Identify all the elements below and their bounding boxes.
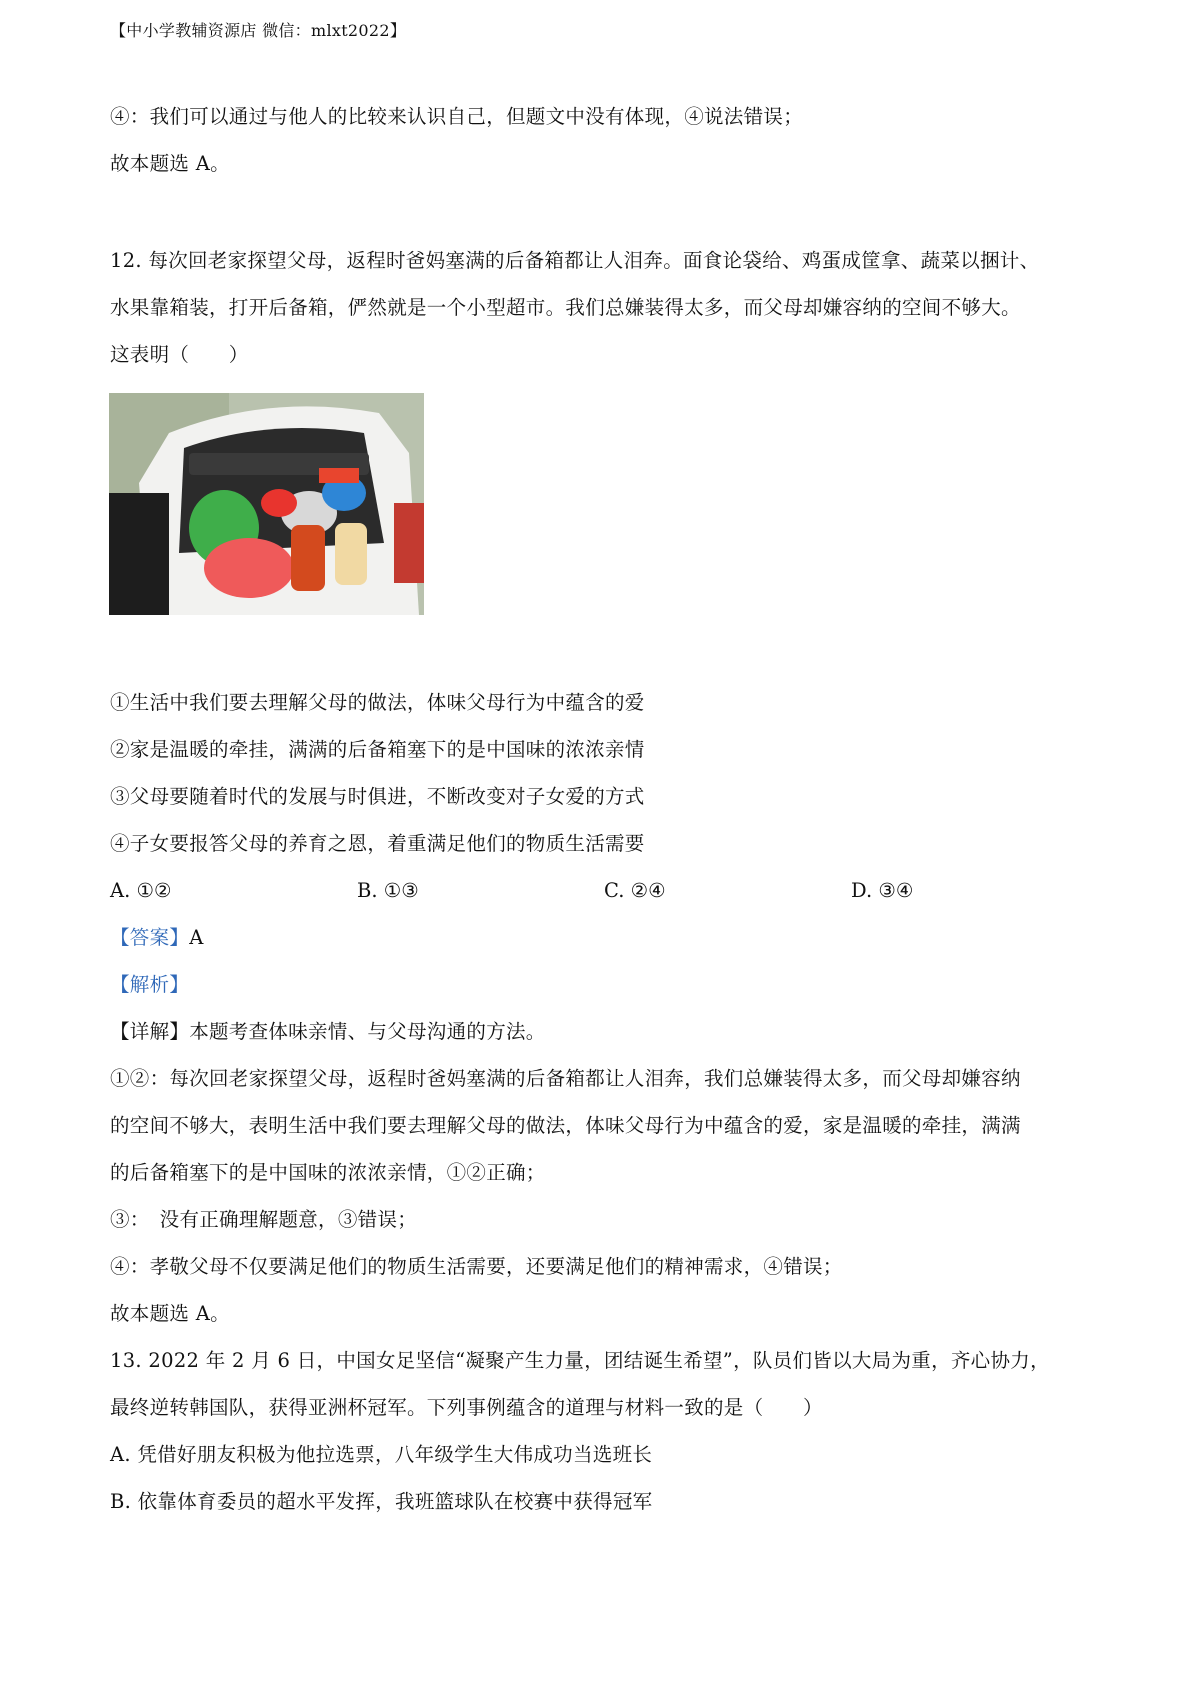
q12-answer-line xyxy=(110,925,204,951)
q13-stem-line: 13. 2022 年 2 月 6 日，中国女足坚信“凝聚产生力量，团结诞生希望”，队员们皆以大局为重，齐心协力， xyxy=(110,1349,1050,1372)
q12-stem-line: 水果靠箱装，打开后备箱，俨然就是一个小型超市。我们总嫌装得太多，而父母却嫌容纳的空间不够大。 xyxy=(110,296,1021,319)
detail-intro-line xyxy=(110,1019,546,1045)
car-trunk-illustration xyxy=(109,393,424,615)
detail-line: ④：孝敬父母不仅要满足他们的物质生活需要，还要满足他们的精神需求，④错误； xyxy=(110,1255,843,1278)
q12-statement: ②家是温暖的牵挂，满满的后备箱塞下的是中国味的浓浓亲情 xyxy=(110,738,645,761)
q12-statement: ③父母要随着时代的发展与时俱进，不断改变对子女爱的方式 xyxy=(110,785,645,808)
q12-option-b: B. ①③ xyxy=(357,879,419,902)
detail-line: ①②：每次回老家探望父母，返程时爸妈塞满的后备箱都让人泪奔，我们总嫌装得太多，而父母却嫌容纳 xyxy=(110,1067,1021,1090)
q12-option-a: A. ①② xyxy=(110,879,172,902)
q12-stem-line: 12. 每次回老家探望父母，返程时爸妈塞满的后备箱都让人泪奔。面食论袋给、鸡蛋成筐拿、蔬菜以捆计、 xyxy=(110,249,1040,272)
q12-statement: ④子女要报答父母的养育之恩，着重满足他们的物质生活需要 xyxy=(110,832,645,855)
q12-statement: ①生活中我们要去理解父母的做法，体味父母行为中蕴含的爱 xyxy=(110,691,645,714)
q13-option-b: B. 依靠体育委员的超水平发挥，我班篮球队在校赛中获得冠军 xyxy=(110,1490,653,1513)
detail-conclusion: 故本题选 A。 xyxy=(110,1302,230,1325)
detail-line: 的空间不够大，表明生活中我们要去理解父母的做法，体味父母行为中蕴含的爱，家是温暖的牵挂，满满 xyxy=(110,1114,1021,1137)
detail-line: 的后备箱塞下的是中国味的浓浓亲情，①②正确； xyxy=(110,1161,546,1184)
q12-option-c: C. ②④ xyxy=(604,879,666,902)
q13-option-a: A. 凭借好朋友积极为他拉选票，八年级学生大伟成功当选班长 xyxy=(110,1443,653,1466)
analysis-tag: 【解析】 xyxy=(110,973,190,996)
car-trunk-photo xyxy=(109,393,424,615)
detail-line: ③： 没有正确理解题意，③错误； xyxy=(110,1208,418,1231)
answer-tag: 【答案】 xyxy=(110,926,190,949)
q12-option-d: D. ③④ xyxy=(851,879,914,902)
prev-explanation-item4: ④：我们可以通过与他人的比较来认识自己，但题文中没有体现，④说法错误； xyxy=(110,105,804,128)
watermark-header: 【中小学教辅资源店 微信：mlxt2022】 xyxy=(110,21,407,40)
q13-stem-line: 最终逆转韩国队，获得亚洲杯冠军。下列事例蕴含的道理与材料一致的是（ ） xyxy=(110,1396,823,1419)
detail-intro: 本题考查体味亲情、与父母沟通的方法。 xyxy=(189,1020,546,1043)
detail-tag: 【详解】 xyxy=(110,1020,190,1043)
q12-stem-line: 这表明（ ） xyxy=(110,343,249,366)
prev-conclusion: 故本题选 A。 xyxy=(110,152,230,175)
answer-value: A xyxy=(189,926,204,949)
